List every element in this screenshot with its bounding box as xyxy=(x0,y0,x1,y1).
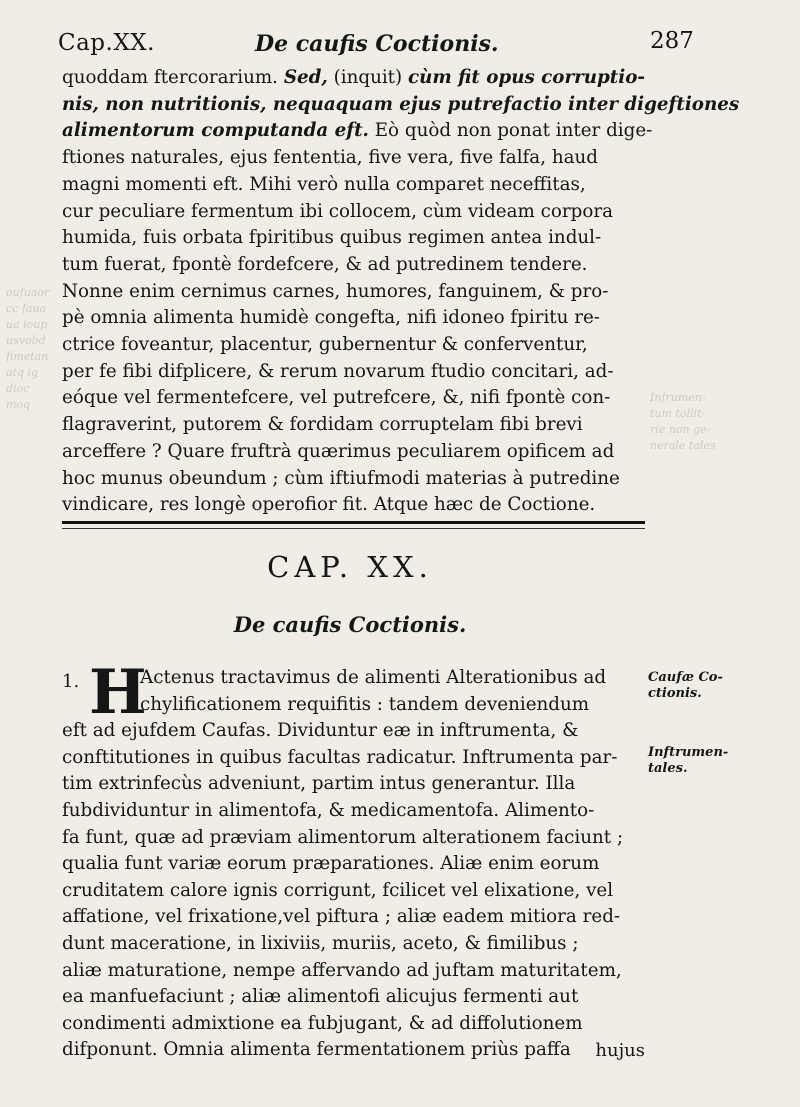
text-segment: Nonne enim cernimus carnes, humores, fanguinem, & pro- xyxy=(62,280,609,302)
margin-note-causae-coctionis xyxy=(648,670,744,702)
text-line xyxy=(62,492,647,519)
text-segment: vindicare, res longè operofior fit. Atque hæc de Coctione. xyxy=(62,494,596,516)
margin-note-line: rie non ge- xyxy=(650,423,711,436)
text-line xyxy=(62,199,647,226)
chapter-running-head: Cap.XX. xyxy=(58,30,155,56)
text-line xyxy=(62,439,647,466)
page-number: 287 xyxy=(650,28,694,54)
text-line xyxy=(62,145,647,172)
running-title: De caufis Coctionis. xyxy=(255,31,499,57)
text-segment: nis, non nutritionis, nequaquam ejus putrefactio inter digeftiones xyxy=(62,93,740,115)
text-segment: ctrice foveantur, placentur, gubernentur & conferventur, xyxy=(62,334,588,356)
text-segment: hoc munus obeundum ; cùm iftiufmodi materias à putredine xyxy=(62,467,620,489)
section-text-line: conftitutiones in quibus facultas radicatur. Inftrumenta par- xyxy=(62,746,618,768)
text-segment: eóque vel fermentefcere, vel putrefcere, &, nifi fpontè con- xyxy=(62,387,611,409)
text-segment: quoddam ftercorarium. xyxy=(62,67,284,88)
text-segment: humida, fuis orbata fpiritibus quibus regimen antea indul- xyxy=(62,227,602,249)
text-segment: arceffere ? Quare fruftrà quærimus peculiarem opificem ad xyxy=(62,440,615,462)
section-text-line: ea manfuefaciunt ; aliæ alimentofi alicujus fermenti aut xyxy=(62,986,579,1008)
section-text-line: fubdividuntur in alimentofa, & medicamentofa. Alimento- xyxy=(62,799,595,821)
text-line xyxy=(62,359,647,386)
section-text-line: tim extrinfecùs adveniunt, partim intus generantur. Illa xyxy=(62,773,576,795)
chapter-divider-thick xyxy=(62,521,645,524)
margin-note-line: tum tollit- xyxy=(650,407,706,420)
catchword: hujus xyxy=(595,1040,645,1061)
section-text-line: difponunt. Omnia alimenta fermentationem priùs paffa xyxy=(62,1039,571,1061)
bleed-through-right xyxy=(650,390,716,454)
margin-note-line: Infrumen- xyxy=(650,391,706,404)
margin-note-line: moq xyxy=(6,398,31,411)
margin-note-line: cc faua xyxy=(6,302,47,315)
text-segment: pè omnia alimenta humidè congefta, nifi idoneo fpiritu re- xyxy=(62,307,600,329)
margin-note-instrumentales xyxy=(648,745,744,777)
margin-note-line: ua ioup xyxy=(6,318,48,331)
section-text-line: dunt maceratione, in lixiviis, muriis, aceto, & fimilibus ; xyxy=(62,932,579,954)
chapter-subtitle: De caufis Coctionis. xyxy=(233,612,467,637)
text-segment: (inquit) xyxy=(327,67,408,88)
section-text-line: affatione, vel frixatione,vel piftura ; aliæ eadem mitiora red- xyxy=(62,906,621,928)
text-line xyxy=(62,305,647,332)
text-segment: Sed, xyxy=(283,67,328,88)
section-text-line: eft ad ejufdem Caufas. Dividuntur eæ in inftrumenta, & xyxy=(62,720,579,742)
margin-note-line: tales. xyxy=(648,761,688,776)
text-line xyxy=(62,412,647,439)
text-line xyxy=(62,92,740,119)
section-text-line: condimenti admixtione ea fubjugant, & ad diffolutionem xyxy=(62,1012,583,1034)
text-segment: magni momenti eft. Mihi verò nulla comparet neceffitas, xyxy=(62,173,586,195)
text-segment: cùm fit opus corruptio- xyxy=(407,67,645,88)
margin-note-line: dioc xyxy=(6,382,30,395)
margin-note-line: usvobd xyxy=(6,334,46,347)
margin-note-line: oufuaor xyxy=(6,286,50,299)
text-line xyxy=(62,279,647,306)
section-text-line: fa funt, quæ ad præviam alimentorum alterationem faciunt ; xyxy=(62,826,624,848)
text-segment: per fe fibi difplicere, & rerum novarum ftudio concitari, ad- xyxy=(62,360,614,382)
section-text-line: cruditatem calore ignis corrigunt, fcilicet vel elixatione, vel xyxy=(62,879,614,901)
margin-note-line: Caufæ Co- xyxy=(648,670,723,685)
text-segment: ftiones naturales, ejus fententia, five vera, five falfa, haud xyxy=(62,147,598,169)
section-number: 1. xyxy=(62,671,80,692)
text-line xyxy=(62,385,647,412)
section-text-line: qualia funt variæ eorum præparationes. Aliæ enim eorum xyxy=(62,853,600,875)
section-text-line: Actenus tractavimus de alimenti Alterationibus ad xyxy=(140,667,607,688)
text-segment: cur peculiare fermentum ibi collocem, cùm videam corpora xyxy=(62,200,613,222)
text-line xyxy=(62,65,647,92)
text-line xyxy=(62,172,647,199)
margin-note-line: ctionis. xyxy=(648,686,702,701)
text-line xyxy=(62,225,647,252)
margin-note-line: nerale tales xyxy=(650,439,716,452)
margin-note-line: atq ig xyxy=(6,366,39,379)
drop-cap-letter: H xyxy=(89,657,147,728)
section-text-block xyxy=(62,665,647,1064)
section-text-line: aliæ maturatione, nempe affervando ad juftam maturitatem, xyxy=(62,959,622,981)
text-segment: Eò quòd non ponat inter dige- xyxy=(368,120,653,142)
text-segment: tum fuerat, fpontè fordefcere, & ad putredinem tendere. xyxy=(62,253,588,275)
chapter-title: CAP. XX. xyxy=(267,550,433,584)
text-line xyxy=(62,466,647,493)
text-line xyxy=(62,332,647,359)
running-header xyxy=(0,24,800,62)
section-text-line: chylificationem requifitis : tandem deveniendum xyxy=(140,693,590,715)
text-segment: alimentorum computanda eft. xyxy=(62,120,369,142)
bleed-through-left xyxy=(6,285,49,413)
text-line xyxy=(62,118,653,145)
chapter-divider-thin xyxy=(62,528,645,529)
text-line xyxy=(62,252,647,279)
margin-note-line: Inftrumen- xyxy=(648,745,729,760)
margin-note-line: fimetan xyxy=(6,350,49,363)
text-segment: flagraverint, putorem & fordidam corruptelam fibi brevi xyxy=(62,414,583,436)
